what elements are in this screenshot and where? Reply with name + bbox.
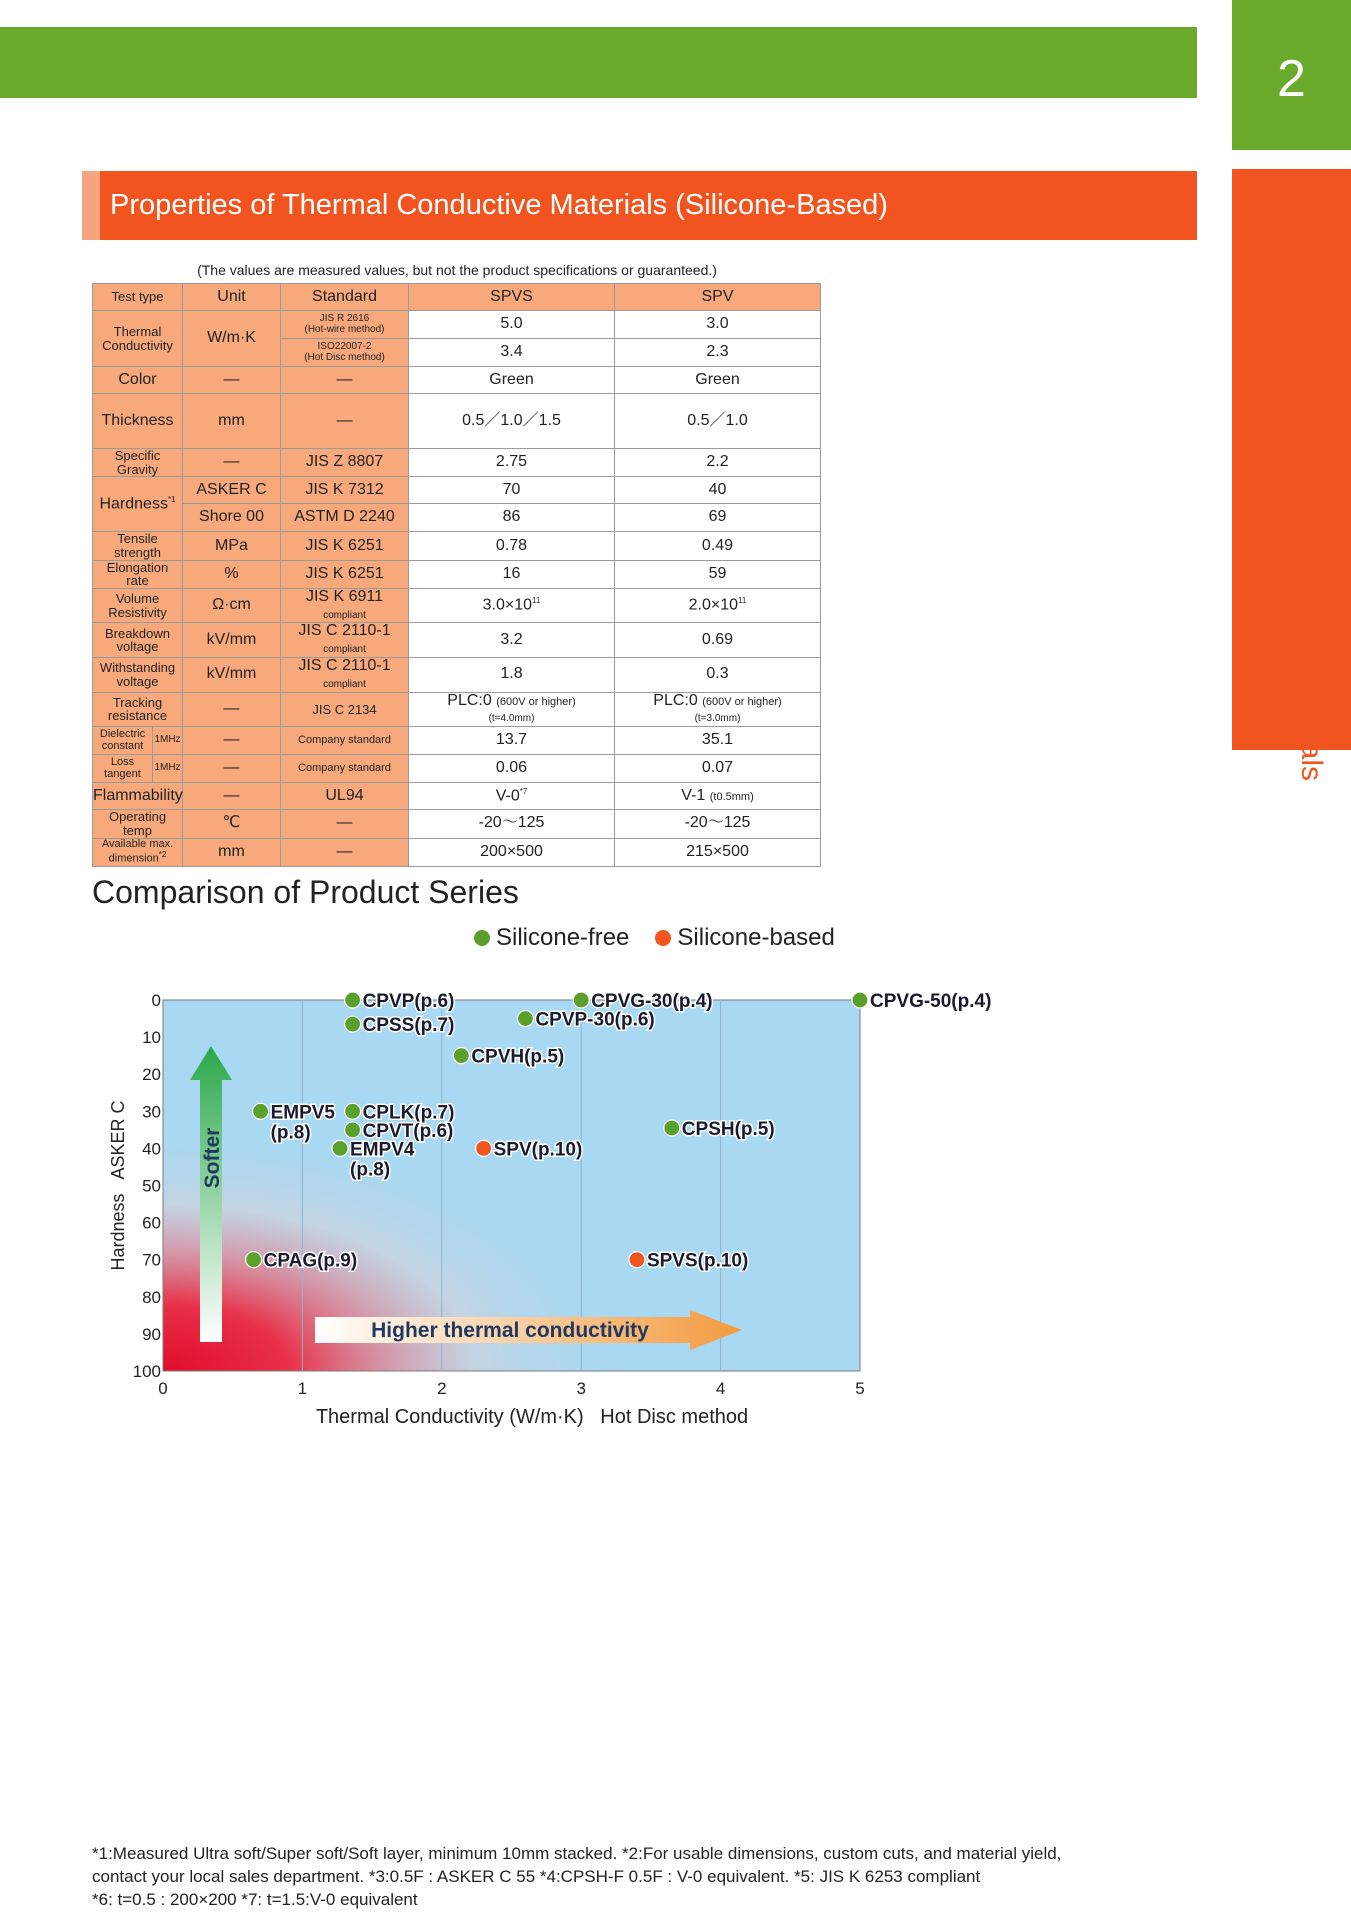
- data-point: [629, 1252, 645, 1268]
- dimension-standard: —: [281, 838, 409, 866]
- chart-legend: [474, 924, 835, 952]
- gravity-value-1: 2.75: [409, 449, 615, 477]
- x-tick-label: 2: [437, 1379, 447, 1398]
- conductivity-label: Higher thermal conductivity: [371, 1319, 649, 1342]
- tensile-unit: MPa: [183, 532, 281, 560]
- flammability-value-2: V-1 (t0.5mm): [615, 783, 821, 810]
- header-unit: Unit: [183, 284, 281, 311]
- thickness-value-2: 0.5／1.0: [615, 394, 821, 449]
- hardness-standard-2: ASTM D 2240: [281, 504, 409, 532]
- tensile-standard: JIS K 6251: [281, 532, 409, 560]
- comparison-title: Comparison of Product Series: [92, 874, 519, 910]
- tracking-value-2: PLC:0 (600V or higher) (t=3.0mm): [615, 692, 821, 727]
- dimension-unit: mm: [183, 838, 281, 866]
- footnote-line: *1:Measured Ultra soft/Super soft/Soft layer, minimum 10mm stacked. *2:For usable dimensions, custom cuts, and material yield,: [92, 1844, 1062, 1863]
- measurement-note: (The values are measured values, but not the product specifications or guaranteed.): [197, 262, 717, 278]
- thermal-value-2b: 2.3: [615, 339, 821, 367]
- x-tick-label: 1: [297, 1379, 308, 1398]
- point-label: CPAG(p.9): [263, 1250, 358, 1272]
- data-point: [253, 1103, 269, 1119]
- y-tick-label: 0: [151, 991, 161, 1010]
- y-tick-label: 40: [142, 1139, 161, 1159]
- volume-standard: JIS K 6911 compliant: [281, 588, 409, 623]
- loss-value-1: 0.06: [409, 755, 615, 783]
- elongation-value-1: 16: [409, 560, 615, 588]
- hardness-value-1b: 86: [409, 504, 615, 532]
- table-row: [93, 692, 821, 727]
- header-product-1: SPVS: [409, 284, 615, 311]
- hardness-unit-1: ASKER C: [183, 477, 281, 504]
- point-label: SPV(p.10): [493, 1139, 583, 1161]
- point-label: EMPV5: [270, 1102, 336, 1124]
- y-tick-label: 80: [142, 1287, 161, 1307]
- table-row: [93, 783, 821, 810]
- thickness-label: Thickness: [93, 394, 183, 449]
- y-tick-label: 20: [142, 1065, 161, 1085]
- softer-label: Softer: [201, 1127, 224, 1189]
- color-unit: —: [183, 367, 281, 394]
- tensile-label: Tensile strength: [93, 532, 183, 560]
- data-point: [664, 1120, 680, 1136]
- table-row: [93, 588, 821, 623]
- dielectric-value-1: 13.7: [409, 727, 615, 755]
- elongation-value-2: 59: [615, 560, 821, 588]
- point-label-line2: (p.8): [350, 1159, 391, 1181]
- point-label: CPVH(p.5): [471, 1046, 565, 1068]
- section-heading: Properties of Thermal Conductive Materials (Silicone-Based): [82, 171, 1197, 240]
- table-row: [93, 532, 821, 560]
- x-tick-label: 5: [855, 1379, 865, 1398]
- data-point: [345, 992, 361, 1008]
- withstanding-value-1: 1.8: [409, 658, 615, 693]
- elongation-label: Elongation rate: [93, 560, 183, 588]
- dimension-value-1: 200×500: [409, 838, 615, 866]
- point-label: SPVS(p.10): [646, 1250, 749, 1272]
- data-point: [246, 1252, 262, 1268]
- point-label: CPSH(p.5): [681, 1118, 775, 1140]
- breakdown-label: Breakdown voltage: [93, 623, 183, 658]
- footnotes: [92, 1842, 1242, 1911]
- loss-frequency: 1MHz: [153, 755, 183, 783]
- dielectric-label: Dielectric constant: [93, 727, 153, 755]
- tensile-value-2: 0.49: [615, 532, 821, 560]
- data-point: [345, 1103, 361, 1119]
- withstanding-label: Withstanding voltage: [93, 658, 183, 693]
- legend-silicone-free: Silicone-free: [474, 924, 629, 952]
- breakdown-value-2: 0.69: [615, 623, 821, 658]
- y-tick-label: 100: [132, 1362, 161, 1381]
- table-row: [93, 727, 821, 755]
- withstanding-standard: JIS C 2110-1 compliant: [281, 658, 409, 693]
- y-tick-label: 30: [142, 1102, 161, 1122]
- table-row: [93, 623, 821, 658]
- table-row: [93, 394, 821, 449]
- hardness-value-2b: 69: [615, 504, 821, 532]
- flammability-label: Flammability: [93, 783, 183, 810]
- thermal-value-1b: 3.4: [409, 339, 615, 367]
- footnote-line: contact your local sales department. *3:0.5F : ASKER C 55 *4:CPSH-F 0.5F : V-0 equivalent. *5: JIS K 6253 compliant: [92, 1867, 981, 1886]
- tracking-unit: —: [183, 692, 281, 727]
- data-point: [517, 1011, 533, 1027]
- table-row: [93, 504, 821, 532]
- side-section-title: Silicone-Based Thermal Interface Materials: [1295, 208, 1328, 782]
- data-point: [345, 1016, 361, 1032]
- table-row: [93, 658, 821, 693]
- hardness-value-1a: 70: [409, 477, 615, 504]
- legend-dot-green-icon: [474, 930, 490, 946]
- table-row: [93, 755, 821, 783]
- gravity-label: Specific Gravity: [93, 449, 183, 477]
- top-green-bar: [0, 27, 1197, 98]
- tracking-value-1: PLC:0 (600V or higher) (t=4.0mm): [409, 692, 615, 727]
- hardness-value-2a: 40: [615, 477, 821, 504]
- point-label: CPSS(p.7): [362, 1015, 455, 1037]
- hardness-standard-1: JIS K 7312: [281, 477, 409, 504]
- point-label-line2: (p.8): [270, 1122, 311, 1144]
- hardness-unit-2: Shore 00: [183, 504, 281, 532]
- color-standard: —: [281, 367, 409, 394]
- legend-silicone-based: Silicone-based: [655, 924, 834, 952]
- table-row: [93, 560, 821, 588]
- loss-unit: —: [183, 755, 281, 783]
- color-label: Color: [93, 367, 183, 394]
- dielectric-standard: Company standard: [281, 727, 409, 755]
- breakdown-unit: kV/mm: [183, 623, 281, 658]
- loss-value-2: 0.07: [615, 755, 821, 783]
- page-number-tab: [1232, 0, 1351, 150]
- x-tick-label: 4: [715, 1379, 726, 1398]
- x-axis-label: Thermal Conductivity (W/m·K) Hot Disc method: [315, 1406, 749, 1428]
- tracking-standard: JIS C 2134: [281, 692, 409, 727]
- data-point: [476, 1140, 492, 1156]
- y-axis-label: Hardness ASKER C: [108, 1100, 128, 1271]
- temp-value-1: -20～125: [409, 810, 615, 838]
- elongation-unit: %: [183, 560, 281, 588]
- thermal-value-2a: 3.0: [615, 311, 821, 339]
- table-row: [93, 838, 821, 866]
- header-test-type: Test type: [93, 284, 183, 311]
- temp-value-2: -20～125: [615, 810, 821, 838]
- page-number: 2: [1277, 50, 1306, 108]
- thermal-value-1a: 5.0: [409, 311, 615, 339]
- dielectric-value-2: 35.1: [615, 727, 821, 755]
- breakdown-value-1: 3.2: [409, 623, 615, 658]
- volume-unit: Ω·cm: [183, 588, 281, 623]
- point-label: CPVP(p.6): [362, 991, 455, 1012]
- volume-value-2: $2.0\times 10^{11}$: [615, 588, 821, 623]
- loss-standard: Company standard: [281, 755, 409, 783]
- table-row: [93, 367, 821, 394]
- point-label: CPVG-50(p.4): [870, 991, 992, 1012]
- flammability-value-1: V-0$^{*7}$: [409, 783, 615, 810]
- x-tick-label: 0: [158, 1379, 168, 1398]
- data-point: [332, 1140, 348, 1156]
- volume-value-1: $3.0\times 10^{11}$: [409, 588, 615, 623]
- thermal-unit: W/m·K: [183, 311, 281, 367]
- hardness-label: Hardness$^{*1}$: [93, 477, 183, 532]
- gravity-standard: JIS Z 8807: [281, 449, 409, 477]
- legend-dot-orange-icon: [655, 930, 671, 946]
- point-label: CPVG-30(p.4): [591, 991, 713, 1012]
- y-tick-label: 70: [142, 1250, 161, 1270]
- elongation-standard: JIS K 6251: [281, 560, 409, 588]
- table-header-row: [93, 284, 821, 311]
- y-tick-label: 90: [142, 1324, 161, 1344]
- x-tick-label: 3: [576, 1379, 586, 1398]
- flammability-unit: —: [183, 783, 281, 810]
- thickness-unit: mm: [183, 394, 281, 449]
- tensile-value-1: 0.78: [409, 532, 615, 560]
- point-label: EMPV4: [350, 1139, 415, 1161]
- data-point: [573, 992, 589, 1008]
- y-tick-label: 50: [142, 1176, 161, 1196]
- tracking-label: Tracking resistance: [93, 692, 183, 727]
- dielectric-frequency: 1MHz: [153, 727, 183, 755]
- thermal-standard-1: JIS R 2616 (Hot-wire method): [281, 311, 409, 339]
- point-label: CPLK(p.7): [362, 1102, 455, 1124]
- header-product-2: SPV: [615, 284, 821, 311]
- dimension-value-2: 215×500: [615, 838, 821, 866]
- withstanding-value-2: 0.3: [615, 658, 821, 693]
- color-value-2: Green: [615, 367, 821, 394]
- point-label: CPVP-30(p.6): [535, 1009, 655, 1031]
- table-row: [93, 810, 821, 838]
- temp-unit: ℃: [183, 810, 281, 838]
- header-standard: Standard: [281, 284, 409, 311]
- thickness-standard: —: [281, 394, 409, 449]
- point-label: CPVT(p.6): [362, 1120, 454, 1142]
- breakdown-standard: JIS C 2110-1 compliant: [281, 623, 409, 658]
- gravity-value-2: 2.2: [615, 449, 821, 477]
- gravity-unit: —: [183, 449, 281, 477]
- data-point: [453, 1048, 469, 1064]
- data-point: [852, 992, 868, 1008]
- y-tick-label: 10: [142, 1028, 161, 1048]
- volume-label: Volume Resistivity: [93, 588, 183, 623]
- temp-standard: —: [281, 810, 409, 838]
- flammability-standard: UL94: [281, 783, 409, 810]
- color-value-1: Green: [409, 367, 615, 394]
- comparison-scatter-chart: [0, 980, 1000, 1440]
- withstanding-unit: kV/mm: [183, 658, 281, 693]
- properties-table: [92, 283, 821, 867]
- loss-label: Loss tangent: [93, 755, 153, 783]
- table-row: [93, 311, 821, 339]
- table-row: [93, 477, 821, 504]
- dielectric-unit: —: [183, 727, 281, 755]
- data-point: [345, 1122, 361, 1138]
- table-row: [93, 449, 821, 477]
- footnote-line: *6: t=0.5 : 200×200 *7: t=1.5:V-0 equivalent: [92, 1890, 418, 1909]
- temp-label: Operating temp: [93, 810, 183, 838]
- thickness-value-1: 0.5／1.0／1.5: [409, 394, 615, 449]
- y-tick-label: 60: [142, 1213, 161, 1233]
- thermal-standard-2: ISO22007-2 (Hot Disc method): [281, 339, 409, 367]
- thermal-label: Thermal Conductivity: [93, 311, 183, 367]
- dimension-label: Available max. dimension$^{*2}$: [93, 838, 183, 866]
